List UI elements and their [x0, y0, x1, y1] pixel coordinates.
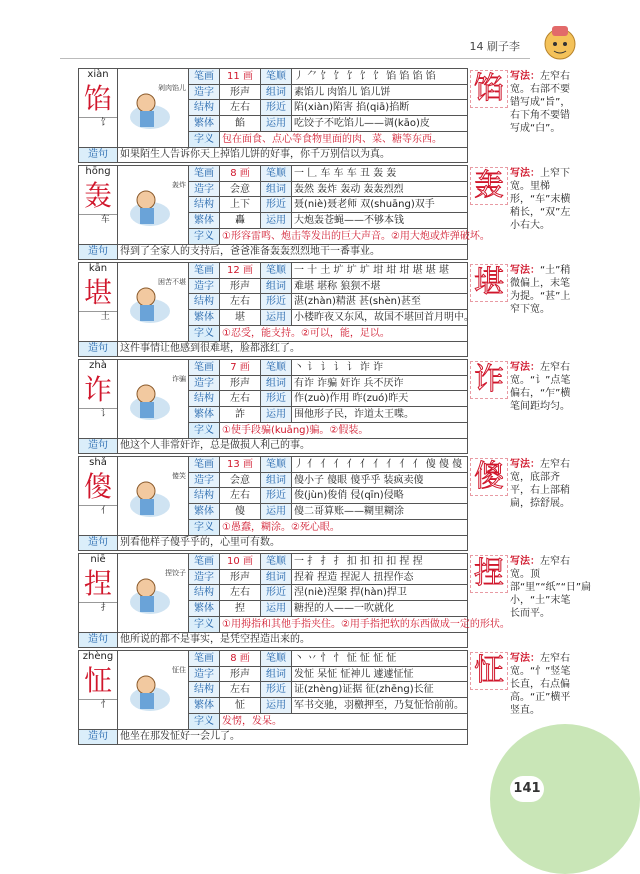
usage: 小楼昨夜又东风，故国不堪回首月明中。	[292, 310, 468, 326]
entry-table	[78, 650, 468, 745]
usage-label: 运用	[261, 116, 292, 132]
strokes-label: 笔画	[189, 360, 220, 376]
formation-label: 造字	[189, 472, 220, 488]
radical-row	[79, 214, 117, 226]
writing-tip	[510, 555, 592, 620]
stroke-order: 一 𠃊 车 车 车 丑 轰 轰	[292, 166, 468, 182]
sentence-label: 造句	[79, 729, 118, 744]
illustration	[120, 277, 186, 327]
char-cell	[79, 166, 118, 245]
illustration	[120, 374, 186, 424]
word-group: 捏着 捏造 捏泥人 扭捏作态	[292, 569, 468, 585]
tip-label: 写法：	[510, 168, 540, 179]
outline-char: 捏	[474, 556, 504, 591]
traditional-form: 詐	[220, 407, 261, 423]
headword: 捏	[83, 567, 112, 600]
similar-chars: 聂(niè)聂老师 双(shuāng)双手	[292, 197, 468, 213]
practice-grid	[470, 555, 508, 593]
usage-label: 运用	[261, 698, 292, 714]
illustration	[120, 471, 186, 521]
word-group: 发怔 呆怔 怔神儿 遽遽怔怔	[292, 666, 468, 682]
illustration-caption: 轰炸	[172, 180, 186, 189]
stroke-order: 丿 ⺈ 饣 饣 饣 饣 饣 馅 馅 馅 馅	[292, 69, 468, 85]
char-cell	[79, 360, 118, 439]
radical: 忄	[100, 700, 110, 710]
radical-row	[79, 699, 117, 711]
order-label: 笔顺	[261, 457, 292, 473]
structure-label: 结构	[189, 682, 220, 698]
meaning-label: 字义	[189, 228, 220, 244]
structure: 左右	[220, 488, 261, 504]
structure-label: 结构	[189, 391, 220, 407]
similar-chars: 湛(zhàn)精湛 甚(shèn)甚至	[292, 294, 468, 310]
stroke-order: 一 十 土 圹 圹 圹 坩 坩 坩 堪 堪 堪	[292, 263, 468, 279]
word-group: 轰然 轰炸 轰动 轰轰烈烈	[292, 181, 468, 197]
order-label: 笔顺	[261, 651, 292, 667]
similar-chars: 俊(jùn)俊俏 侵(qīn)侵略	[292, 488, 468, 504]
tip-label: 写法：	[510, 71, 540, 82]
usage: 吃饺子不吃馅儿——调(kāo)皮	[292, 116, 468, 132]
meaning: ①形容雷鸣、炮击等发出的巨大声音。②用大炮或炸弹破坏。	[220, 228, 468, 244]
radical-row	[79, 117, 117, 129]
strokes-label: 笔画	[189, 263, 220, 279]
tip-label: 写法：	[510, 556, 540, 567]
writing-tip	[510, 167, 572, 232]
stroke-count: 8 画	[220, 166, 261, 182]
meaning-label: 字义	[189, 131, 220, 147]
radical-row	[79, 408, 117, 420]
usage-label: 运用	[261, 407, 292, 423]
example-sentence: 他坐在那发怔好一会儿了。	[118, 729, 468, 744]
tip-label: 写法：	[510, 362, 540, 373]
formation-label: 造字	[189, 278, 220, 294]
writing-tip	[510, 652, 572, 717]
radical: 车	[100, 215, 110, 225]
entry-table	[78, 68, 468, 163]
stroke-order: 丶 讠 讠 讠 讠 诈 诈	[292, 360, 468, 376]
near-label: 形近	[261, 197, 292, 213]
traditional-label: 繁体	[189, 698, 220, 714]
tip-label: 写法：	[510, 459, 540, 470]
near-label: 形近	[261, 488, 292, 504]
strokes-label: 笔画	[189, 457, 220, 473]
writing-tip	[510, 264, 572, 316]
illustration	[120, 665, 186, 715]
pinyin: xiàn	[87, 69, 109, 80]
practice-grid	[470, 361, 508, 399]
group-label: 组词	[261, 472, 292, 488]
headword: 堪	[83, 276, 112, 309]
char-cell	[79, 651, 118, 730]
outline-char: 轰	[474, 168, 504, 203]
formation-label: 造字	[189, 569, 220, 585]
similar-chars: 作(zuò)作用 昨(zuó)昨天	[292, 391, 468, 407]
formation-label: 造字	[189, 666, 220, 682]
tip-text: 左窄右宽。顶部“里”“纸”“日”扁小，“土”末笔长而平。	[510, 556, 592, 619]
near-label: 形近	[261, 100, 292, 116]
outline-char: 堪	[474, 265, 504, 300]
character-entry	[78, 456, 570, 551]
usage-label: 运用	[261, 504, 292, 520]
usage: 大炮轰苍蝇——不够本钱	[292, 213, 468, 229]
writing-tip	[510, 70, 572, 135]
picture-cell	[118, 69, 189, 148]
outline-char: 傻	[474, 459, 504, 494]
headword: 轰	[83, 179, 112, 212]
structure-label: 结构	[189, 585, 220, 601]
usage-label: 运用	[261, 601, 292, 617]
corner-decoration	[490, 724, 640, 874]
example-sentence: 他这个人非常奸诈，总是做损人利己的事。	[118, 438, 468, 453]
radical: 饣	[100, 118, 110, 128]
stroke-order: 一 扌 扌 扌 扣 扣 扣 扣 捏 捏	[292, 554, 468, 570]
example-sentence: 他所说的都不是事实，是凭空捏造出来的。	[118, 632, 468, 647]
headword: 傻	[83, 470, 112, 503]
formation: 会意	[220, 472, 261, 488]
tip-label: 写法：	[510, 653, 540, 664]
radical: 亻	[100, 506, 110, 516]
traditional-label: 繁体	[189, 116, 220, 132]
group-label: 组词	[261, 375, 292, 391]
similar-chars: 涅(niè)涅槃 捍(hàn)捍卫	[292, 585, 468, 601]
traditional-label: 繁体	[189, 310, 220, 326]
stroke-count: 11 画	[220, 69, 261, 85]
stroke-count: 8 画	[220, 651, 261, 667]
pinyin: hōng	[85, 166, 111, 177]
entry-table	[78, 456, 468, 551]
usage: 傻二哥算账——糊里糊涂	[292, 504, 468, 520]
tip-label: 写法：	[510, 265, 540, 276]
formation-label: 造字	[189, 375, 220, 391]
pinyin: zhà	[89, 360, 107, 371]
meaning: 发愣，发呆。	[220, 713, 468, 729]
formation: 形声	[220, 278, 261, 294]
radical: 扌	[100, 603, 110, 613]
structure: 左右	[220, 682, 261, 698]
illustration-caption: 剁肉馅儿	[158, 83, 186, 92]
strokes-label: 笔画	[189, 69, 220, 85]
outline-char: 诈	[474, 362, 504, 397]
lesson-title: 14 刷子李	[469, 40, 520, 53]
traditional-form: 轟	[220, 213, 261, 229]
pinyin: zhèng	[82, 651, 114, 662]
meaning-label: 字义	[189, 616, 220, 632]
picture-cell	[118, 651, 189, 730]
practice-grid	[470, 70, 508, 108]
formation: 形声	[220, 666, 261, 682]
strokes-label: 笔画	[189, 554, 220, 570]
entry-table	[78, 553, 510, 648]
illustration	[120, 568, 186, 618]
character-entry	[78, 165, 571, 260]
mascot-icon	[538, 20, 582, 64]
sentence-label: 造句	[79, 244, 118, 259]
practice-grid	[470, 458, 508, 496]
usage-label: 运用	[261, 310, 292, 326]
pinyin: niē	[90, 554, 106, 565]
structure: 左右	[220, 585, 261, 601]
formation: 形声	[220, 375, 261, 391]
practice-grid	[470, 652, 508, 690]
page-header	[0, 0, 600, 62]
meaning: ①愚蠢，糊涂。②死心眼。	[220, 519, 468, 535]
character-entry	[78, 553, 592, 648]
order-label: 笔顺	[261, 360, 292, 376]
group-label: 组词	[261, 569, 292, 585]
structure-label: 结构	[189, 100, 220, 116]
pinyin: kān	[88, 263, 108, 274]
group-label: 组词	[261, 84, 292, 100]
structure: 上下	[220, 197, 261, 213]
usage: 军书交驰，羽檄押至，乃复怔恰前前。	[292, 698, 468, 714]
pinyin: shǎ	[89, 457, 107, 468]
practice-grid	[470, 264, 508, 302]
tip-text: 上窄下宽。里梯形，“车”末横稍长，“双”左小右大。	[510, 168, 571, 231]
traditional-form: 餡	[220, 116, 261, 132]
illustration-caption: 捏饺子	[165, 568, 186, 577]
traditional-form: 傻	[220, 504, 261, 520]
word-group: 傻小子 傻眼 傻乎乎 装疯卖傻	[292, 472, 468, 488]
illustration	[120, 83, 186, 133]
word-group: 素馅儿 肉馅儿 馅儿饼	[292, 84, 468, 100]
stroke-count: 13 画	[220, 457, 261, 473]
stroke-count: 12 画	[220, 263, 261, 279]
tip-text: 左窄右宽。右部不要错写成“旨”，右下角不要错写成“白”。	[510, 71, 571, 134]
structure: 左右	[220, 294, 261, 310]
sentence-label: 造句	[79, 438, 118, 453]
radical-row	[79, 505, 117, 517]
picture-cell	[118, 554, 189, 633]
similar-chars: 证(zhèng)证据 征(zhēng)长征	[292, 682, 468, 698]
structure: 左右	[220, 100, 261, 116]
example-sentence: 这件事情让他感到很难堪，脸都涨红了。	[118, 341, 468, 356]
picture-cell	[118, 360, 189, 439]
structure: 左右	[220, 391, 261, 407]
example-sentence: 如果陌生人告诉你天上掉馅儿饼的好事，你千万别信以为真。	[118, 147, 468, 162]
headword: 诈	[83, 373, 112, 406]
traditional-label: 繁体	[189, 213, 220, 229]
traditional-label: 繁体	[189, 601, 220, 617]
usage: 糖捏的人——一吹就化	[292, 601, 468, 617]
picture-cell	[118, 263, 189, 342]
formation-label: 造字	[189, 181, 220, 197]
entry-table	[78, 165, 490, 260]
character-entry	[78, 650, 571, 745]
sentence-label: 造句	[79, 147, 118, 162]
traditional-label: 繁体	[189, 407, 220, 423]
writing-tip	[510, 361, 572, 413]
traditional-form: 揑	[220, 601, 261, 617]
group-label: 组词	[261, 181, 292, 197]
example-sentence: 得到了全家人的支持后，爸爸准备轰轰烈烈地干一番事业。	[118, 244, 468, 259]
radical-row	[79, 311, 117, 323]
radical: 讠	[100, 409, 110, 419]
near-label: 形近	[261, 585, 292, 601]
group-label: 组词	[261, 278, 292, 294]
char-cell	[79, 554, 118, 633]
stroke-count: 10 画	[220, 554, 261, 570]
structure-label: 结构	[189, 197, 220, 213]
traditional-form: 怔	[220, 698, 261, 714]
meaning: ①忍受，能支持。②可以，能，足以。	[220, 325, 468, 341]
strokes-label: 笔画	[189, 651, 220, 667]
meaning: ①使手段骗(kuāng)骗。②假装。	[220, 422, 468, 438]
usage-label: 运用	[261, 213, 292, 229]
entry-table	[78, 262, 474, 357]
illustration-caption: 诈骗	[172, 374, 186, 383]
similar-chars: 陷(xiàn)陷害 掐(qiā)掐断	[292, 100, 468, 116]
char-cell	[79, 69, 118, 148]
usage: 围他形子民，诈道太王喋。	[292, 407, 468, 423]
picture-cell	[118, 166, 189, 245]
formation: 会意	[220, 181, 261, 197]
formation: 形声	[220, 84, 261, 100]
illustration-caption: 困苦不堪	[158, 277, 186, 286]
header-rule	[60, 58, 530, 59]
picture-cell	[118, 457, 189, 536]
order-label: 笔顺	[261, 69, 292, 85]
tip-text: “土”稍微偏上，末笔为提。“甚”上窄下宽。	[510, 265, 571, 315]
entry-table	[78, 359, 468, 454]
character-entry	[78, 359, 571, 454]
near-label: 形近	[261, 294, 292, 310]
group-label: 组词	[261, 666, 292, 682]
char-cell	[79, 263, 118, 342]
strokes-label: 笔画	[189, 166, 220, 182]
radical: 土	[100, 312, 110, 322]
tip-text: 左窄右宽，底部齐平，右上部稍扁，捺舒展。	[510, 459, 570, 509]
sentence-label: 造句	[79, 535, 118, 550]
radical-row	[79, 602, 117, 614]
formation-label: 造字	[189, 84, 220, 100]
word-group: 难堪 堪称 狼狈不堪	[292, 278, 468, 294]
character-entry	[78, 68, 571, 163]
illustration-caption: 傻笑	[172, 471, 186, 480]
writing-tip	[510, 458, 572, 510]
meaning-label: 字义	[189, 422, 220, 438]
traditional-form: 堪	[220, 310, 261, 326]
meaning: ①用拇指和其他手指夹住。②用手指把软的东西做成一定的形状。	[220, 616, 468, 632]
near-label: 形近	[261, 391, 292, 407]
sentence-label: 造句	[79, 341, 118, 356]
structure-label: 结构	[189, 488, 220, 504]
stroke-order: 丶 丷 忄 忄 怔 怔 怔 怔	[292, 651, 468, 667]
character-entry	[78, 262, 571, 357]
outline-char: 怔	[474, 653, 504, 688]
practice-grid	[470, 167, 508, 205]
structure-label: 结构	[189, 294, 220, 310]
headword: 怔	[83, 664, 112, 697]
page-number: 141	[510, 776, 544, 802]
meaning-label: 字义	[189, 325, 220, 341]
headword: 馅	[83, 82, 112, 115]
outline-char: 馅	[474, 71, 504, 106]
traditional-label: 繁体	[189, 504, 220, 520]
stroke-order: 丿 亻 亻 亻 亻 亻 亻 亻 亻 亻 傻 傻 傻	[292, 457, 468, 473]
illustration-caption: 怔住	[172, 665, 186, 674]
formation: 形声	[220, 569, 261, 585]
order-label: 笔顺	[261, 263, 292, 279]
tip-text: 左窄右宽。“讠”点笔偏右，“乍”横笔间距均匀。	[510, 362, 571, 412]
order-label: 笔顺	[261, 166, 292, 182]
example-sentence: 别看他样子傻乎乎的，心里可有数。	[118, 535, 468, 550]
order-label: 笔顺	[261, 554, 292, 570]
sentence-label: 造句	[79, 632, 118, 647]
word-group: 有诈 诈骗 奸诈 兵不厌诈	[292, 375, 468, 391]
stroke-count: 7 画	[220, 360, 261, 376]
meaning: 包在面食、点心等食物里面的肉、菜、糖等东西。	[220, 131, 468, 147]
char-cell	[79, 457, 118, 536]
tip-text: 左窄右宽。“忄”竖笔长直，右点偏高。“正”横平竖直。	[510, 653, 571, 716]
meaning-label: 字义	[189, 713, 220, 729]
near-label: 形近	[261, 682, 292, 698]
meaning-label: 字义	[189, 519, 220, 535]
illustration	[120, 180, 186, 230]
